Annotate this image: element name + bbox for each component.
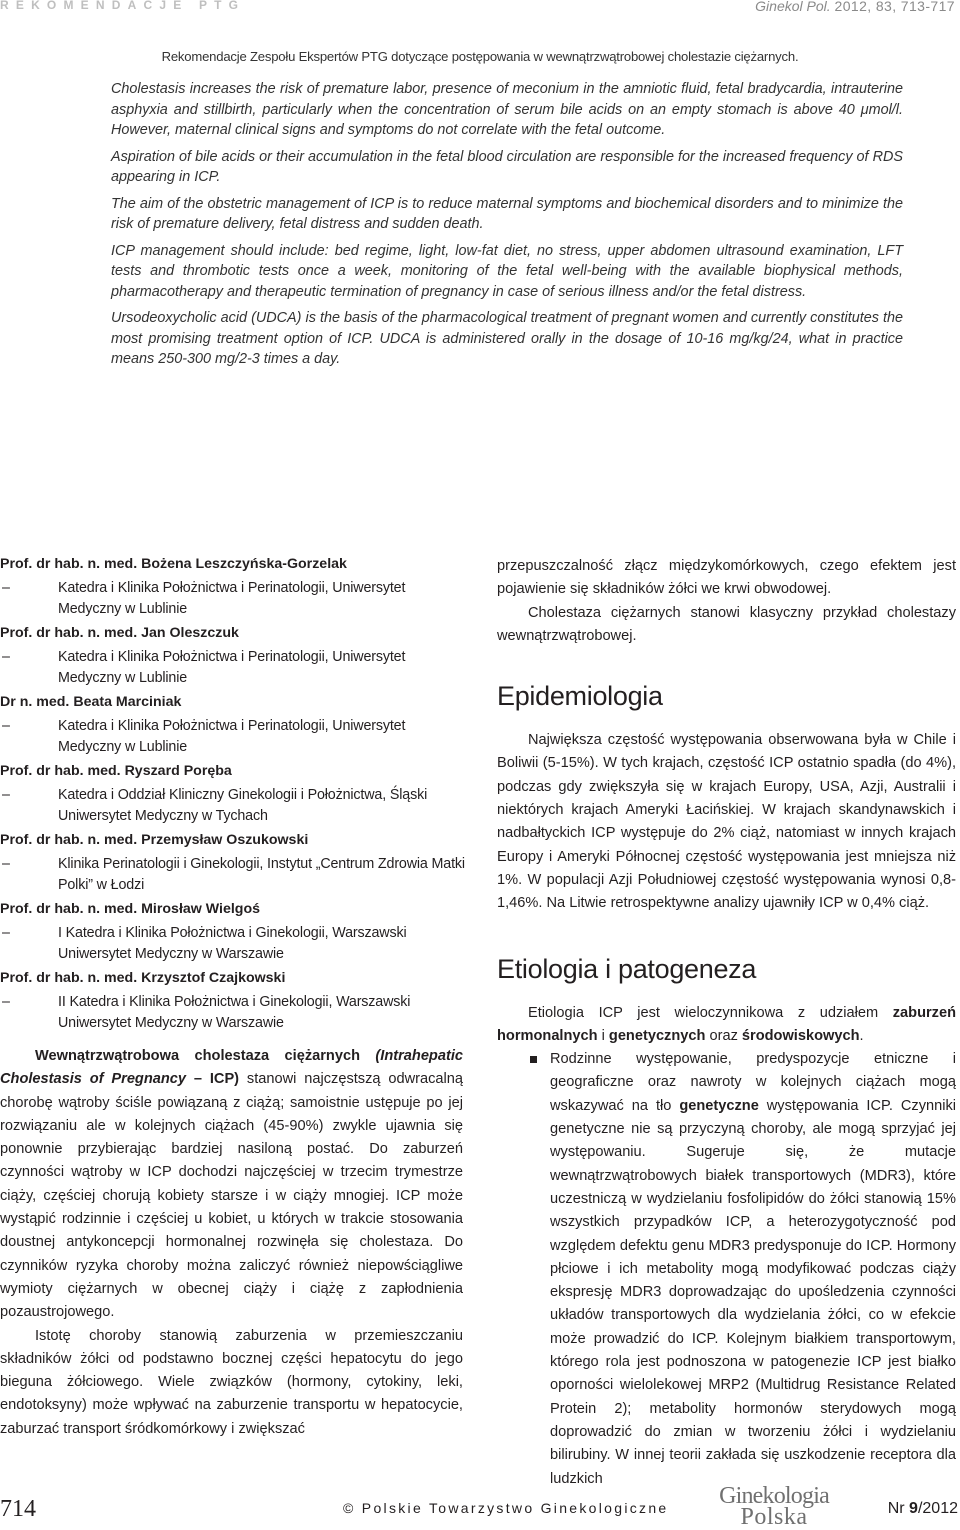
author-title: Prof. dr hab. n. med. <box>0 832 142 848</box>
journal-name: Ginekol Pol. <box>755 0 831 14</box>
author-entry <box>0 693 470 757</box>
abstract-paragraph: Cholestasis increases the risk of premature labor, presence of meconium in the amniotic fluid, fetal bradycardia, intrauterine asphyxia and stillbirth, particularly when the concentration of serum bile acids on an empty stomach is above 40 μmol/l. However, maternal clinical signs and symptoms do not correlate with the fetal outcome. <box>111 81 903 138</box>
author-fullname: Przemysław Oszukowski <box>141 832 309 848</box>
author-affiliation <box>0 854 470 895</box>
affiliation-text: Katedra i Klinika Położnictwa i Perinatologii, Uniwersytet Medyczny w Lublinie <box>58 718 406 755</box>
author-name <box>0 762 470 780</box>
author-title: Prof. dr hab. n. med. <box>0 901 142 917</box>
author-name <box>0 900 470 918</box>
dash: – <box>2 649 10 665</box>
author-title: Prof. dr hab. n. med. <box>0 970 142 986</box>
logo-line-1: Ginekologia <box>719 1483 829 1509</box>
keyword: zaburzeń hormonalnych <box>497 1004 956 1044</box>
lead-text: i <box>597 1027 609 1044</box>
dash: – <box>2 994 10 1010</box>
keyword: genetycznych <box>608 1027 706 1044</box>
epidemiology-paragraph: Największa częstość występowania obserwowana była w Chile i Boliwii (5-15%). W tych krajach, częstość ICP ostatnio spadła (do 4%), podczas gdy zwiększyła się w krajach Europy, USA, Azji, Australii i niektórych krajach Ameryki Łacińskiej. W krajach skandynawskich i nadbałtyckich ICP występuje do 2% ciąż, natomiast w innych krajach Europy i Ameryki Północnej częstość występowania jest mniejsza niż 1%. W populacji Azji Południowej częstość występowania wynosi 0,8-1,46%. Na Litwie retrospektywne analizy ujawniły ICP w 0,4% ciąż. <box>497 732 956 912</box>
author-fullname: Jan Oleszczuk <box>141 625 239 641</box>
author-affiliation <box>0 992 470 1033</box>
running-title: Rekomendacje Zespołu Ekspertów PTG dotyczące postępowania w wewnątrzwątrobowej cholestazie ciężarnych. <box>161 49 799 64</box>
section-heading-epidemiology: Epidemiologia <box>497 681 663 712</box>
author-name <box>0 624 470 642</box>
lead-text: oraz <box>705 1027 742 1044</box>
right-column <box>497 555 956 1491</box>
author-name <box>0 831 470 849</box>
dash: – <box>2 787 10 803</box>
author-fullname: Mirosław Wielgoś <box>141 901 261 917</box>
intro-paragraph: Istotę choroby stanowią zaburzenia w przemieszczaniu składników żółci od podstawno bocznej części hepatocytu do jego bieguna żółciowego. Wiele związków (hormony, cytokiny, leki, endotoksyny) może wpływać na zaburzenie transportu w hepatocycie, zaburzać transport śródkomórkowy i zwiększać <box>0 1327 463 1437</box>
affiliation-text: Katedra i Klinika Położnictwa i Perinatologii, Uniwersytet Medyczny w Lublinie <box>58 649 406 686</box>
intro-text <box>0 1045 463 1441</box>
issue-num: 9 <box>909 1500 918 1517</box>
abstract-paragraph: Ursodeoxycholic acid (UDCA) is the basis of the pharmacological treatment of pregnant women and currently constitutes the most promising treatment option of ICP. UDCA is administered orally in the dosage of 10-16 mg/kg/24, what in practice means 250-300 mg/2-3 times a day. <box>111 310 903 367</box>
author-name <box>0 693 470 711</box>
lead-text: . <box>859 1027 864 1044</box>
intro-paragraph <box>0 1045 463 1325</box>
author-affiliation <box>0 716 470 757</box>
author-name <box>0 555 470 573</box>
affiliation-text: I Katedra i Klinika Położnictwa i Ginekologii, Warszawski Uniwersytet Medyczny w Warszawie <box>58 925 407 962</box>
author-title: Prof. dr hab. n. med. <box>0 556 142 572</box>
dash: – <box>2 856 10 872</box>
author-affiliation <box>0 647 470 688</box>
author-list <box>0 555 470 1038</box>
author-fullname: Krzysztof Czajkowski <box>141 970 286 986</box>
bullet-text: Rodzinne występowanie, predyspozycje etniczne i geograficzne oraz nawroty w kolejnych ciążach mogą wskazywać na tło <box>550 1051 956 1114</box>
author-title: Prof. dr hab. n. med. <box>0 625 142 641</box>
abstract-paragraph: The aim of the obstetric management of ICP is to reduce maternal symptoms and biochemical disorders and to minimize the risk of premature delivery, fetal distress and sudden death. <box>111 195 903 232</box>
author-entry <box>0 900 470 964</box>
list-item <box>497 1048 956 1491</box>
dash: – <box>2 718 10 734</box>
author-entry <box>0 969 470 1033</box>
affiliation-text: Katedra i Klinika Położnictwa i Perinatologii, Uniwersytet Medyczny w Lublinie <box>58 580 406 617</box>
citation-pages: 2012, 83, 713-717 <box>834 0 955 14</box>
author-fullname: Beata Marciniak <box>73 694 182 710</box>
english-abstract <box>111 79 903 376</box>
journal-logo <box>711 1483 837 1530</box>
author-fullname: Ryszard Poręba <box>124 763 232 779</box>
author-entry <box>0 555 470 619</box>
section-heading-etiology: Etiologia i patogeneza <box>497 953 757 984</box>
logo-line-2: Polska <box>740 1504 808 1530</box>
author-title: Prof. dr hab. med. <box>0 763 125 779</box>
intro-paragraph: Cholestaza ciężarnych stanowi klasyczny przykład cholestazy wewnątrzwątrobowej. <box>497 604 956 644</box>
intro-text-rest: stanowi najczęstszą odwracalną chorobę wątroby ściśle powiązaną z ciążą; samoistnie ustępuje po jej rozwiązaniu ale w kolejnych ciążach (45-90%) zwykle ujawnia się ponownie przybierając bardziej nasiloną postać. Do zaburzeń czynności wątroby w ICP dochodzi najczęściej w trzecim trymestrze ciąży, częściej chorują kobiety starsze i w ciąży mnogiej. ICP może wystąpić rodzinnie i częściej u kobiet, u których w trakcie stosowania doustnej antykoncepcji hormonalnej rozwinęła się cholestaza. Do czynników ryzyka choroby można zaliczyć również niepowściągliwe wymioty ciężarnych w obecnej ciąży i ciążę z zapłodnienia pozaustrojowego. <box>0 1071 463 1321</box>
keyword: środowiskowych <box>741 1027 860 1044</box>
author-entry <box>0 762 470 826</box>
copyright: © Polskie Towarzystwo Ginekologiczne <box>343 1500 669 1516</box>
term-english: (Intrahepatic Cholestasis of Pregnancy <box>0 1048 463 1088</box>
author-affiliation <box>0 578 470 619</box>
section-label: REKOMENDACJE PTG <box>0 0 246 12</box>
dash: – <box>2 580 10 596</box>
author-name <box>0 969 470 987</box>
lead-text: Etiologia ICP jest wieloczynnikowa z udziałem <box>528 1004 893 1021</box>
affiliation-text: II Katedra i Klinika Położnictwa i Ginekologii, Warszawski Uniwersytet Medyczny w Warszawie <box>58 994 411 1031</box>
etiology-lead <box>497 1002 956 1049</box>
etiology-bullets <box>497 1048 956 1491</box>
term-abbr: – ICP) <box>186 1071 240 1088</box>
author-entry <box>0 831 470 895</box>
square-bullet-icon <box>530 1056 537 1063</box>
author-title: Dr n. med. <box>0 694 74 710</box>
affiliation-text: Klinika Perinatologii i Ginekologii, Instytut „Centrum Zdrowia Matki Polki” w Łodzi <box>58 856 465 893</box>
bullet-text: występowania ICP. Czynniki genetyczne nie są przyczyną choroby, ale mogą sprzyjać jej występowaniu. Sugeruje się, że mutacje wewnątrzwątrobowych białek transportowych (MDR3), które uczestniczą w wydzielaniu fosfolipidów do żółci stanowią 15% wszystkich przypadków ICP, a heterozygotyczność pod względem defektu genu MDR3 predysponuje do ICP. Hormony płciowe i ich metabolity mogą modyfikować podczas ciąży ekspresję MDR3 doprowadzając do upośledzenia czynności układów transportowych dla wydzielania żółci, co w efekcie może prowadzić do ICP. Kolejnym białkiem transportowym, którego rola jest podnoszona w patogenezie ICP jest białko oporności wielolekowej MRP2 (Multidrug Resistance Related Protein 2); metabolity hormonów sterydowych mogą doprowadzić do zmian w tworzeniu żółci i wydzielaniu bilirubiny. W innej teorii zakłada się uszkodzenie receptora dla ludzkich <box>550 1097 957 1487</box>
author-entry <box>0 624 470 688</box>
term-bold: Wewnątrzwątrobowa cholestaza ciężarnych <box>35 1048 376 1064</box>
author-affiliation <box>0 923 470 964</box>
issue-number <box>888 1500 958 1518</box>
affiliation-text: Katedra i Oddział Kliniczny Ginekologii i Położnictwa, Śląski Uniwersytet Medyczny w Tychach <box>58 787 428 824</box>
intro-continuation: przepuszczalność złącz międzykomórkowych, czego efektem jest pojawienie się składników żółci we krwi obwodowej. <box>497 558 956 598</box>
author-fullname: Bożena Leszczyńska-Gorzelak <box>141 556 347 572</box>
keyword: genetyczne <box>679 1097 759 1114</box>
journal-citation <box>755 0 955 14</box>
issue-prefix: Nr <box>887 1500 910 1517</box>
issue-year: /2012 <box>917 1500 958 1517</box>
page-number: 714 <box>0 1496 36 1522</box>
author-affiliation <box>0 785 470 826</box>
abstract-paragraph: Aspiration of bile acids or their accumulation in the fetal blood circulation are responsible for the increased frequency of RDS appearing in ICP. <box>111 148 903 185</box>
abstract-paragraph: ICP management should include: bed regime, light, low-fat diet, no stress, upper abdomen ultrasound examination, LFT tests and thrombotic tests once a week, monitoring of the fetal well-being with the available biophysical methods, pharmacotherapy and therapeutic termination of pregnancy in case of serious illness and/or the fetal distress. <box>111 242 903 300</box>
dash: – <box>2 925 10 941</box>
